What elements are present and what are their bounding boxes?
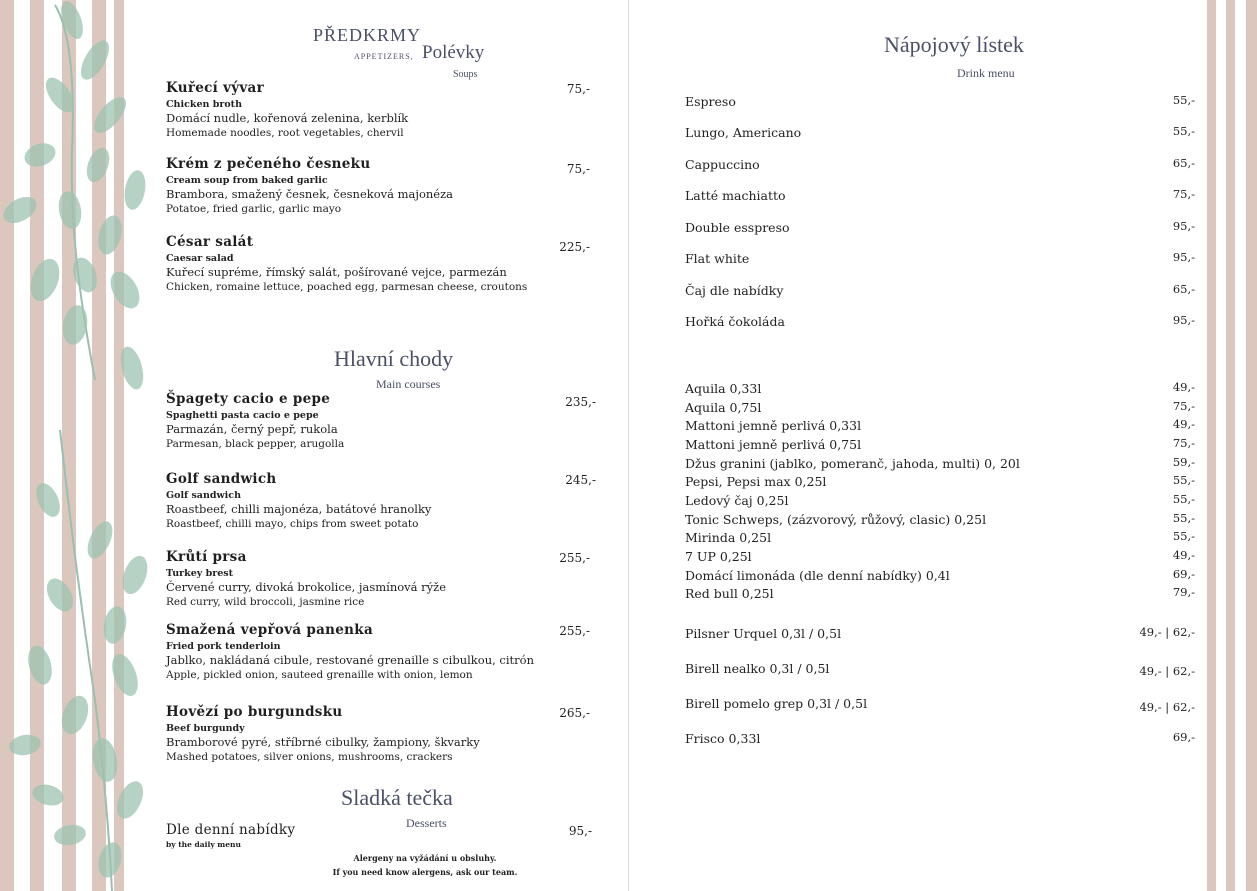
drink-price: 49,- xyxy=(1172,548,1195,562)
eucalyptus-leaves-decoration xyxy=(0,0,160,891)
starters-title: PŘEDKRMY xyxy=(313,25,422,45)
drink-name: Mattoni jemně perlivá 0,33l xyxy=(685,418,862,433)
drink-item xyxy=(685,696,1195,714)
item-name: Dle denní nabídky xyxy=(166,822,296,838)
item-description-en: Homemade noodles, root vegetables, chervil xyxy=(166,127,404,139)
drink-item xyxy=(685,157,1195,172)
item-name: Smažená vepřová panenka xyxy=(166,622,373,638)
drink-price: 55,- xyxy=(1172,492,1195,506)
item-price: 75,- xyxy=(566,82,590,96)
drink-price: 69,- xyxy=(1172,730,1195,744)
soups-subtitle: Soups xyxy=(453,69,478,80)
drink-price: 49,- xyxy=(1172,380,1195,394)
item-price: 245,- xyxy=(565,473,596,487)
drink-name: 7 UP 0,25l xyxy=(685,549,752,564)
page-divider xyxy=(628,0,629,891)
drink-item xyxy=(685,314,1195,329)
drink-name: Lungo, Americano xyxy=(685,125,802,140)
item-name: César salát xyxy=(166,234,254,250)
drink-name: Ledový čaj 0,25l xyxy=(685,493,789,508)
drink-item xyxy=(685,626,1195,641)
item-price: 255,- xyxy=(559,551,590,565)
item-name: Špagety cacio e pepe xyxy=(166,391,331,407)
drink-item xyxy=(685,731,1195,746)
item-description-en: Chicken, romaine lettuce, poached egg, parmesan cheese, croutons xyxy=(166,281,528,293)
drink-name: Flat white xyxy=(685,251,750,266)
item-english-name: Beef burgundy xyxy=(166,723,245,734)
drink-price: 75,- xyxy=(1172,399,1195,413)
item-description-cz: Domácí nudle, kořenová zelenina, kerblík xyxy=(166,111,409,125)
item-description-en: Roastbeef, chilli mayo, chips from sweet potato xyxy=(166,518,419,530)
drink-name: Pepsi, Pepsi max 0,25l xyxy=(685,474,827,489)
drinks-title: Nápojový lístek xyxy=(884,32,1024,57)
stripe-right-3 xyxy=(1246,0,1257,891)
item-description-cz: Červené curry, divoká brokolice, jasmínová rýže xyxy=(166,580,447,594)
item-name: Krém z pečeného česneku xyxy=(166,156,371,172)
item-name: Golf sandwich xyxy=(166,471,277,487)
item-description-en: Parmesan, black pepper, arugolla xyxy=(166,438,345,450)
drink-item xyxy=(685,549,1195,564)
item-price: 225,- xyxy=(559,240,590,254)
drink-name: Mattoni jemně perlivá 0,75l xyxy=(685,437,862,452)
allergen-note-cz: Alergeny na vyžádání u obsluhy. xyxy=(353,853,497,863)
drink-price: 59,- xyxy=(1172,455,1195,469)
drink-item xyxy=(685,661,1195,676)
stripe-right-2 xyxy=(1226,0,1235,891)
drink-name: Aquila 0,33l xyxy=(685,381,762,396)
drink-name: Domácí limonáda (dle denní nabídky) 0,4l xyxy=(685,568,950,583)
item-description-cz: Parmazán, černý pepř, rukola xyxy=(166,422,338,436)
drink-price: 69,- xyxy=(1172,567,1195,581)
drink-price: 49,- | 62,- xyxy=(1139,700,1195,714)
menu-item xyxy=(166,80,596,141)
drink-name: Latté machiatto xyxy=(685,188,786,203)
item-price: 95,- xyxy=(568,824,592,838)
item-english-name: Chicken broth xyxy=(166,99,242,110)
desserts-subtitle: Desserts xyxy=(406,816,447,830)
item-description-en: Mashed potatoes, silver onions, mushrooms, crackers xyxy=(166,751,453,763)
item-english-name: Golf sandwich xyxy=(166,490,241,501)
drink-name: Birell nealko 0,3l / 0,5l xyxy=(685,661,830,676)
drink-name: Pilsner Urquel 0,3l / 0,5l xyxy=(685,626,842,641)
drink-item xyxy=(685,474,1195,489)
drink-price: 65,- xyxy=(1172,156,1195,170)
item-price: 235,- xyxy=(565,395,596,409)
mains-title: Hlavní chody xyxy=(334,346,454,371)
menu-item xyxy=(166,822,596,849)
drink-item xyxy=(685,568,1195,583)
item-name: Krůtí prsa xyxy=(166,549,247,565)
item-price: 255,- xyxy=(559,624,590,638)
drink-item xyxy=(685,220,1195,235)
item-english-name: Cream soup from baked garlic xyxy=(166,175,328,186)
item-description-cz: Jablko, nakládaná cibule, restované grenaille s cibulkou, citrón xyxy=(166,653,534,667)
drink-item xyxy=(685,251,1195,266)
drink-item xyxy=(685,283,1195,298)
mains-subtitle: Main courses xyxy=(376,377,441,391)
drink-price: 75,- xyxy=(1172,436,1195,450)
drink-item xyxy=(685,125,1195,140)
menu-item xyxy=(166,156,596,217)
drink-price: 65,- xyxy=(1172,282,1195,296)
drink-item xyxy=(685,94,1195,109)
drink-price: 49,- xyxy=(1172,417,1195,431)
drink-name: Cappuccino xyxy=(685,157,760,172)
drink-price: 55,- xyxy=(1172,124,1195,138)
desserts-title: Sladká tečka xyxy=(341,785,453,810)
drink-price: 55,- xyxy=(1172,93,1195,107)
drink-name: Red bull 0,25l xyxy=(685,586,774,601)
drinks-subtitle: Drink menu xyxy=(957,66,1015,80)
menu-item xyxy=(166,704,596,765)
item-name: Hovězí po burgundsku xyxy=(166,704,343,720)
drink-name: Džus granini (jablko, pomeranč, jahoda, multi) 0, 20l xyxy=(685,456,1020,471)
drink-price: 55,- xyxy=(1172,473,1195,487)
item-english-name: Turkey brest xyxy=(166,568,233,579)
item-description-en: Apple, pickled onion, sauteed grenaille with onion, lemon xyxy=(166,669,473,681)
drink-price: 75,- xyxy=(1172,187,1195,201)
drink-item xyxy=(685,188,1195,203)
drink-name: Birell pomelo grep 0,3l / 0,5l xyxy=(685,696,868,711)
drink-name: Čaj dle nabídky xyxy=(685,283,784,298)
drink-item xyxy=(685,400,1195,415)
item-description-en: Red curry, wild broccoli, jasmine rice xyxy=(166,596,365,608)
item-price: 265,- xyxy=(559,706,590,720)
item-price: 75,- xyxy=(566,162,590,176)
drink-item xyxy=(685,493,1195,508)
drink-name: Tonic Schweps, (zázvorový, růžový, clasic) 0,25l xyxy=(685,512,987,527)
item-english-name: Spaghetti pasta cacio e pepe xyxy=(166,410,319,421)
drink-price: 49,- | 62,- xyxy=(1139,664,1195,678)
drink-price: 55,- xyxy=(1172,529,1195,543)
drink-item xyxy=(685,530,1195,545)
item-name: Kuřecí vývar xyxy=(166,80,264,96)
allergen-note xyxy=(300,851,550,879)
drink-name: Frisco 0,33l xyxy=(685,731,761,746)
drink-item xyxy=(685,586,1195,601)
item-description-cz: Kuřecí supréme, římský salát, pošírované vejce, parmezán xyxy=(166,265,507,279)
menu-item xyxy=(166,234,596,295)
drink-price: 95,- xyxy=(1172,313,1195,327)
drink-price: 95,- xyxy=(1172,219,1195,233)
drink-item xyxy=(685,456,1195,471)
starters-subtitle: APPETIZERS, xyxy=(354,52,414,61)
menu-item xyxy=(166,622,596,683)
stripe-right-1 xyxy=(1207,0,1216,891)
drink-price: 49,- | 62,- xyxy=(1139,625,1195,639)
drink-item xyxy=(685,437,1195,452)
menu-item xyxy=(166,549,596,610)
item-description-cz: Roastbeef, chilli majonéza, batátové hranolky xyxy=(166,502,432,516)
drink-price: 55,- xyxy=(1172,511,1195,525)
item-english-name: Caesar salad xyxy=(166,253,234,264)
menu-item xyxy=(166,471,596,532)
drink-price: 79,- xyxy=(1172,585,1195,599)
drink-name: Aquila 0,75l xyxy=(685,400,762,415)
item-english-name: Fried pork tenderloin xyxy=(166,641,281,652)
drink-item xyxy=(685,512,1195,527)
drink-name: Mirinda 0,25l xyxy=(685,530,772,545)
drink-item xyxy=(685,381,1195,396)
item-english-name: by the daily menu xyxy=(166,840,241,849)
soups-title: Polévky xyxy=(422,42,485,63)
allergen-note-en: If you need know alergens, ask our team. xyxy=(332,867,518,877)
drink-name: Espreso xyxy=(685,94,736,109)
drink-name: Double esspreso xyxy=(685,220,790,235)
item-description-cz: Bramborové pyré, stříbrné cibulky, žampiony, škvarky xyxy=(166,735,480,749)
item-description-en: Potatoe, fried garlic, garlic mayo xyxy=(166,203,342,215)
drink-item xyxy=(685,418,1195,433)
drink-price: 95,- xyxy=(1172,250,1195,264)
menu-item xyxy=(166,391,596,452)
drink-name: Hořká čokoláda xyxy=(685,314,785,329)
item-description-cz: Brambora, smažený česnek, česneková majonéza xyxy=(166,187,454,201)
